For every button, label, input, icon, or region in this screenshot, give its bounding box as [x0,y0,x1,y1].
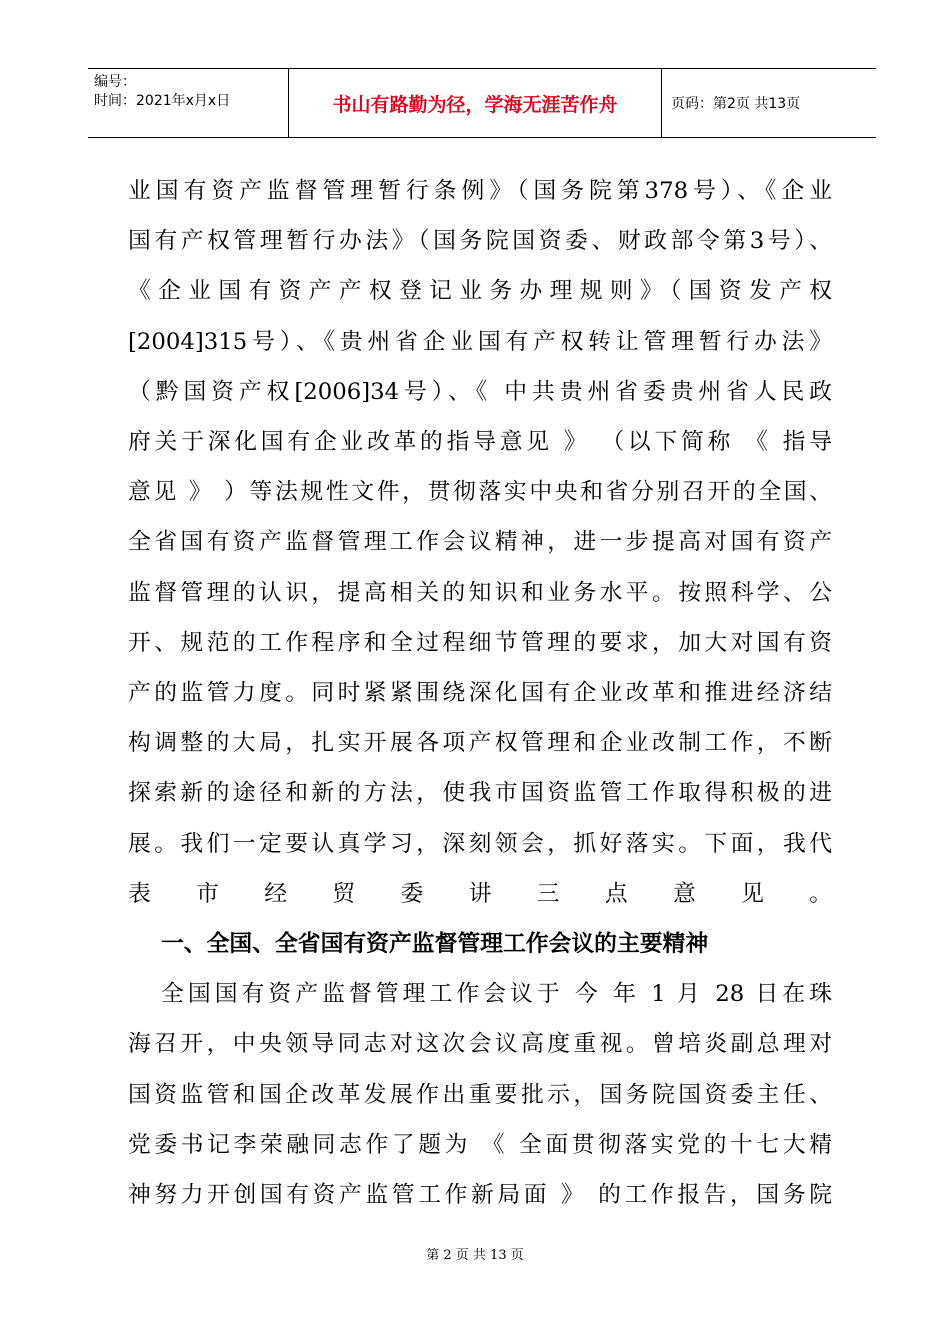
text-line: 意见 》 ）等法规性文件，贯彻落实中央和省分别召开的全国、 [128,479,832,506]
text-line: 《企业国有资产产权登记业务办理规则》（国资发产权 [128,278,832,305]
text-line: [2004]315号）、《贵州省企业国有产权转让管理暂行办法》 [128,328,832,355]
text-line: 监督管理的认识，提高相关的知识和业务水平。按照科学、公 [128,579,832,606]
header-motto: 书山有路勤为径，学海无涯苦作舟 [288,69,662,137]
text-line: 展。我们一定要认真学习，深刻领会，抓好落实。下面，我代 [128,830,832,857]
text-line: 国资监管和国企改革发展作出重要批示，国务院国资委主任、 [128,1081,832,1108]
text-line: 全国国有资产监督管理工作会议于 今 年 1 月 28 日在珠 [161,981,832,1008]
paragraph-1 [128,166,832,919]
text-line: 探索新的途径和新的方法，使我市国资监管工作取得积极的进 [128,780,832,807]
text-line: （黔国资产权[2006]34号）、《 中共贵州省委贵州省人民政 [128,378,832,405]
number-label: 编号： [94,74,136,90]
text-line: 构调整的大局，扎实开展各项产权管理和企业改制工作，不断 [128,730,832,757]
time-label: 时间：2021年x月x日 [94,93,231,109]
page-header [88,68,876,138]
text-line: 党委书记李荣融同志作了题为 《 全面贯彻落实党的十七大精 [128,1131,832,1158]
header-page-info: 页码：第2页 共13页 [671,96,801,112]
document-body [128,166,832,1220]
text-line: 国有产权管理暂行办法》（国务院国资委、财政部令第3号）、 [128,228,832,255]
text-line: 全省国有资产监督管理工作会议精神，进一步提高对国有资产 [128,529,832,556]
header-meta [88,69,288,137]
text-line: 表市经贸委讲三点意见。 [128,880,832,907]
text-line: 府关于深化国有企业改革的指导意见 》 （以下简称 《 指导 [128,429,832,456]
section-heading-1: 一、全国、全省国有资产监督管理工作会议的主要精神 [161,931,709,958]
page-footer: 第 2 页 共 13 页 [426,1248,524,1263]
paragraph-2 [128,969,832,1220]
text-line: 开、规范的工作程序和全过程细节管理的要求，加大对国有资 [128,629,832,656]
text-line: 业国有资产监督管理暂行条例》（国务院第378号）、《企业 [128,178,832,204]
text-line: 神努力开创国有资产监管工作新局面 》 的工作报告，国务院 [128,1182,832,1209]
text-line: 产的监管力度。同时紧紧围绕深化国有企业改革和推进经济结 [128,680,832,707]
text-line: 海召开，中央领导同志对这次会议高度重视。曾培炎副总理对 [128,1031,832,1058]
